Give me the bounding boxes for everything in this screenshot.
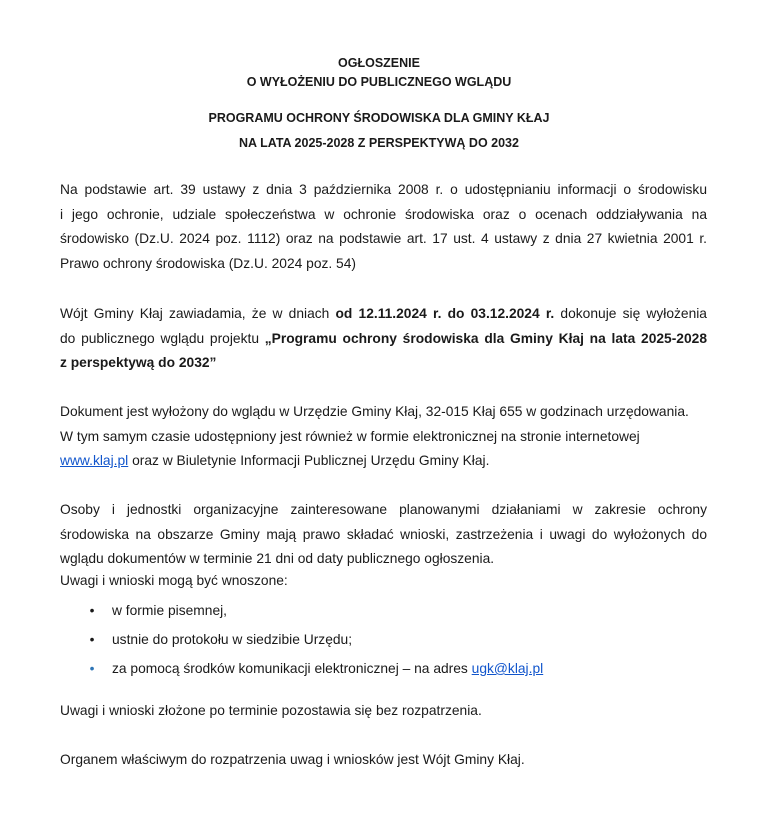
bullet-dot-icon: • (89, 661, 95, 676)
announcement-title (0, 55, 758, 90)
program-name-part-1: „Programu ochrony środowiska dla Gminy Kłaj na lata 2025-2028 (264, 330, 707, 346)
bullet-dot-icon: • (89, 632, 95, 647)
notice-line-3 (60, 351, 707, 376)
rights-line-1: Osoby i jednostki organizacyjne zainteresowane planowanymi działaniami w zakresie ochrony (60, 502, 707, 517)
email-link[interactable]: ugk@klaj.pl (471, 661, 544, 676)
program-title (0, 110, 758, 151)
list-item (60, 654, 707, 683)
notice-line-2 (60, 327, 707, 352)
notice-line-2-prefix: do publicznego wglądu projektu (60, 330, 265, 346)
availability-line-1: Dokument jest wyłożony do wglądu w Urzędzie Gminy Kłaj, 32-015 Kłaj 655 w godzinach urzędowania. (60, 404, 689, 419)
website-link[interactable]: www.klaj.pl (60, 453, 129, 468)
availability-line-3 (60, 449, 707, 474)
rights-line-2: środowiska na obszarze Gminy mają prawo składać wnioski, zastrzeżenia i uwagi do wyłożonych do (60, 526, 707, 542)
legal-basis-line-2: i jego ochronie, udziale społeczeństwa w ochronie środowiska oraz o ocenach oddziaływania na (60, 206, 707, 222)
availability-line-3-rest: oraz w Biuletynie Informacji Publicznej Urzędu Gminy Kłaj. (128, 453, 490, 468)
method-oral: ustnie do protokołu w siedzibie Urzędu; (112, 632, 353, 647)
notice-text-after: dokonuje się wyłożenia (554, 306, 707, 321)
competent-authority-text: Organem właściwym do rozpatrzenia uwag i wniosków jest Wójt Gminy Kłaj. (60, 752, 525, 767)
title-line-2: O WYŁOŻENIU DO PUBLICZNEGO WGLĄDU (246, 75, 512, 89)
rights-line-3: wglądu dokumentów w terminie 21 dni od daty publicznego ogłoszenia. (60, 551, 495, 566)
availability-line-2: W tym samym czasie udostępniony jest również w formie elektronicznej na stronie internetowej (60, 428, 640, 444)
notice-dates: od 12.11.2024 r. do 03.12.2024 r. (335, 306, 555, 321)
list-item (60, 625, 707, 654)
notice-paragraph (60, 302, 707, 376)
legal-basis-line-4: Prawo ochrony środowiska (Dz.U. 2024 poz. 54) (60, 255, 356, 271)
notice-text-before: Wójt Gminy Kłaj zawiadamia, że w dniach (60, 306, 336, 321)
method-written: w formie pisemnej, (112, 603, 228, 618)
notice-line-1 (60, 302, 707, 327)
legal-basis-line-3: środowisko (Dz.U. 2024 poz. 1112) oraz na podstawie art. 17 ust. 4 ustawy z dnia 27 kwietnia 2001 r. (60, 231, 707, 246)
submission-rights-paragraph (60, 498, 707, 593)
late-submissions-text: Uwagi i wnioski złożone po terminie pozostawia się bez rozpatrzenia. (60, 703, 482, 718)
program-title-line-2: NA LATA 2025-2028 Z PERSPEKTYWĄ DO 2032 (239, 136, 519, 150)
legal-basis-paragraph (60, 178, 707, 276)
program-name-part-2: z perspektywą do 2032” (60, 355, 217, 370)
document-availability-paragraph (60, 400, 707, 474)
submission-methods-list (60, 596, 707, 683)
bullet-dot-icon: • (89, 603, 95, 618)
legal-basis-line-1: Na podstawie art. 39 ustawy z dnia 3 października 2008 r. o udostępnianiu informacji o środowisku (60, 182, 707, 197)
late-submissions-paragraph (60, 699, 707, 724)
list-item (60, 596, 707, 625)
competent-authority-paragraph (60, 748, 707, 773)
submission-methods-intro: Uwagi i wnioski mogą być wnoszone: (60, 572, 288, 588)
title-line-1: OGŁOSZENIE (338, 56, 420, 70)
method-electronic: za pomocą środków komunikacji elektronicznej – na adres (112, 661, 472, 676)
program-title-line-1: PROGRAMU OCHRONY ŚRODOWISKA DLA GMINY KŁAJ (208, 111, 550, 125)
